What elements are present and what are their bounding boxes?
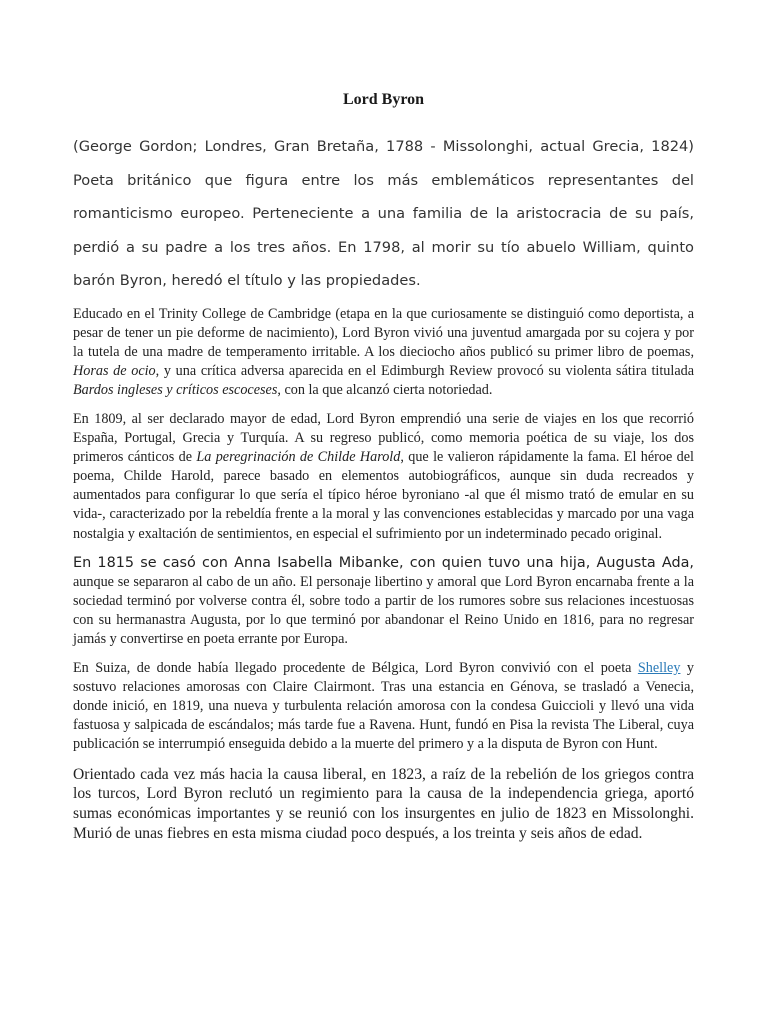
shelley-link[interactable]: Shelley bbox=[637, 660, 681, 677]
paragraph-greece: Orientado cada vez más hacia la causa liberal, en 1823, a raíz de la rebelión de los griegos contra los turcos, Lord Byron reclutó un regimiento para la causa de la independencia griega, aportó sumas económicas importantes y se reunió con los insurgentes en julio de 1823 en Missolonghi. Murió de unas fiebres en esta misma ciudad poco después, a los treinta y seis años de edad. bbox=[73, 765, 694, 842]
paragraph-text: , que le valieron rápidamente la fama. El héroe del poema, Childe Harold, parece basado en elementos autobiográficos, aunque sin duda recreados y aumentados para configurar lo que sería el típico héroe byroniano -al que él mismo trató de emular en su vida-, caracterizado por la rebeldía frente a la moral y las convenciones establecidas y marcado por una vaga nostalgia y exaltación de sentimientos, en especial el sufrimiento por un indeterminado pecado original. bbox=[73, 449, 694, 542]
intro-line-1: (George Gordon; Londres, Gran Bretaña, 1788 - Missolonghi, actual Grecia, 1824) bbox=[73, 138, 694, 155]
paragraph-text: y sostuvo relaciones amorosas con Claire Clairmont. Tras una estancia en Génova, se trasladó a Venecia, donde inició, en 1819, una nueva y turbulenta relación amorosa con la condesa Guiccioli y llevó una vida fastuosa y salpicada de escándalos; más tarde fue a Ravena. Hunt, fundó en Pisa la revista The Liberal, cuya publicación se interrumpió enseguida debido a la muerte del primero y a la disputa de Byron con Hunt. bbox=[73, 660, 695, 753]
paragraph-marriage bbox=[73, 554, 694, 649]
paragraph-text: En 1809, al ser declarado mayor de edad, Lord Byron emprendió una serie de viajes en los que recorrió España, Portugal, Grecia y Turquía. A su regreso publicó, como memoria poética de su viaje, los dos primeros cánticos de bbox=[73, 410, 694, 466]
paragraph-text: En Suiza, de donde había llegado procedente de Bélgica, Lord Byron convivió con el poeta bbox=[73, 660, 638, 677]
paragraph-text: , y una crítica adversa aparecida en el Edimburgh Review provocó su violenta sátira titulada bbox=[155, 362, 695, 379]
paragraph-education bbox=[73, 305, 694, 400]
page-title: Lord Byron bbox=[342, 91, 425, 108]
book-title: Bardos ingleses y críticos escoceses bbox=[73, 381, 278, 398]
paragraph-text: En 1815 se casó con Anna Isabella Mibanke, con quien tuvo una hija, Augusta Ada, bbox=[73, 554, 694, 571]
paragraph-text: Educado en el Trinity College de Cambridge (etapa en la que curiosamente se distinguió como deportista, a pesar de tener un pie deforme de nacimiento), Lord Byron vivió una juventud amargada por su cojera y por la tutela de una madre de temperamento irritable. A los dieciocho años publicó su primer libro de poemas, bbox=[73, 305, 694, 360]
document-page bbox=[73, 88, 694, 844]
paragraph-text: aunque se separaron al cabo de un año. El personaje libertino y amoral que Lord Byron encarnaba frente a la sociedad terminó por volverse contra él, sobre todo a partir de los rumores sobre sus relaciones incestuosas con su hermanastra Augusta, por lo que terminó por abandonar el Reino Unido en 1816, para no regresar jamás y convertirse en poeta errante por Europa. bbox=[73, 573, 694, 647]
intro-line-4: perdió a su padre a los tres años. En 1798, al morir su tío abuelo William, quinto bbox=[73, 238, 694, 256]
intro-line-2: Poeta británico que figura entre los más emblemáticos representantes del bbox=[73, 171, 694, 189]
paragraph-text: , con la que alcanzó cierta notoriedad. bbox=[277, 381, 493, 398]
intro-paragraph bbox=[73, 130, 694, 298]
paragraph-travels bbox=[73, 410, 694, 544]
paragraph-italy bbox=[73, 659, 694, 754]
book-title: Horas de ocio bbox=[73, 362, 156, 379]
intro-line-3: romanticismo europeo. Perteneciente a una familia de la aristocracia de su país, bbox=[73, 205, 694, 222]
book-title: La peregrinación de Childe Harold bbox=[196, 449, 401, 466]
intro-line-5: barón Byron, heredó el título y las propiedades. bbox=[73, 272, 421, 289]
